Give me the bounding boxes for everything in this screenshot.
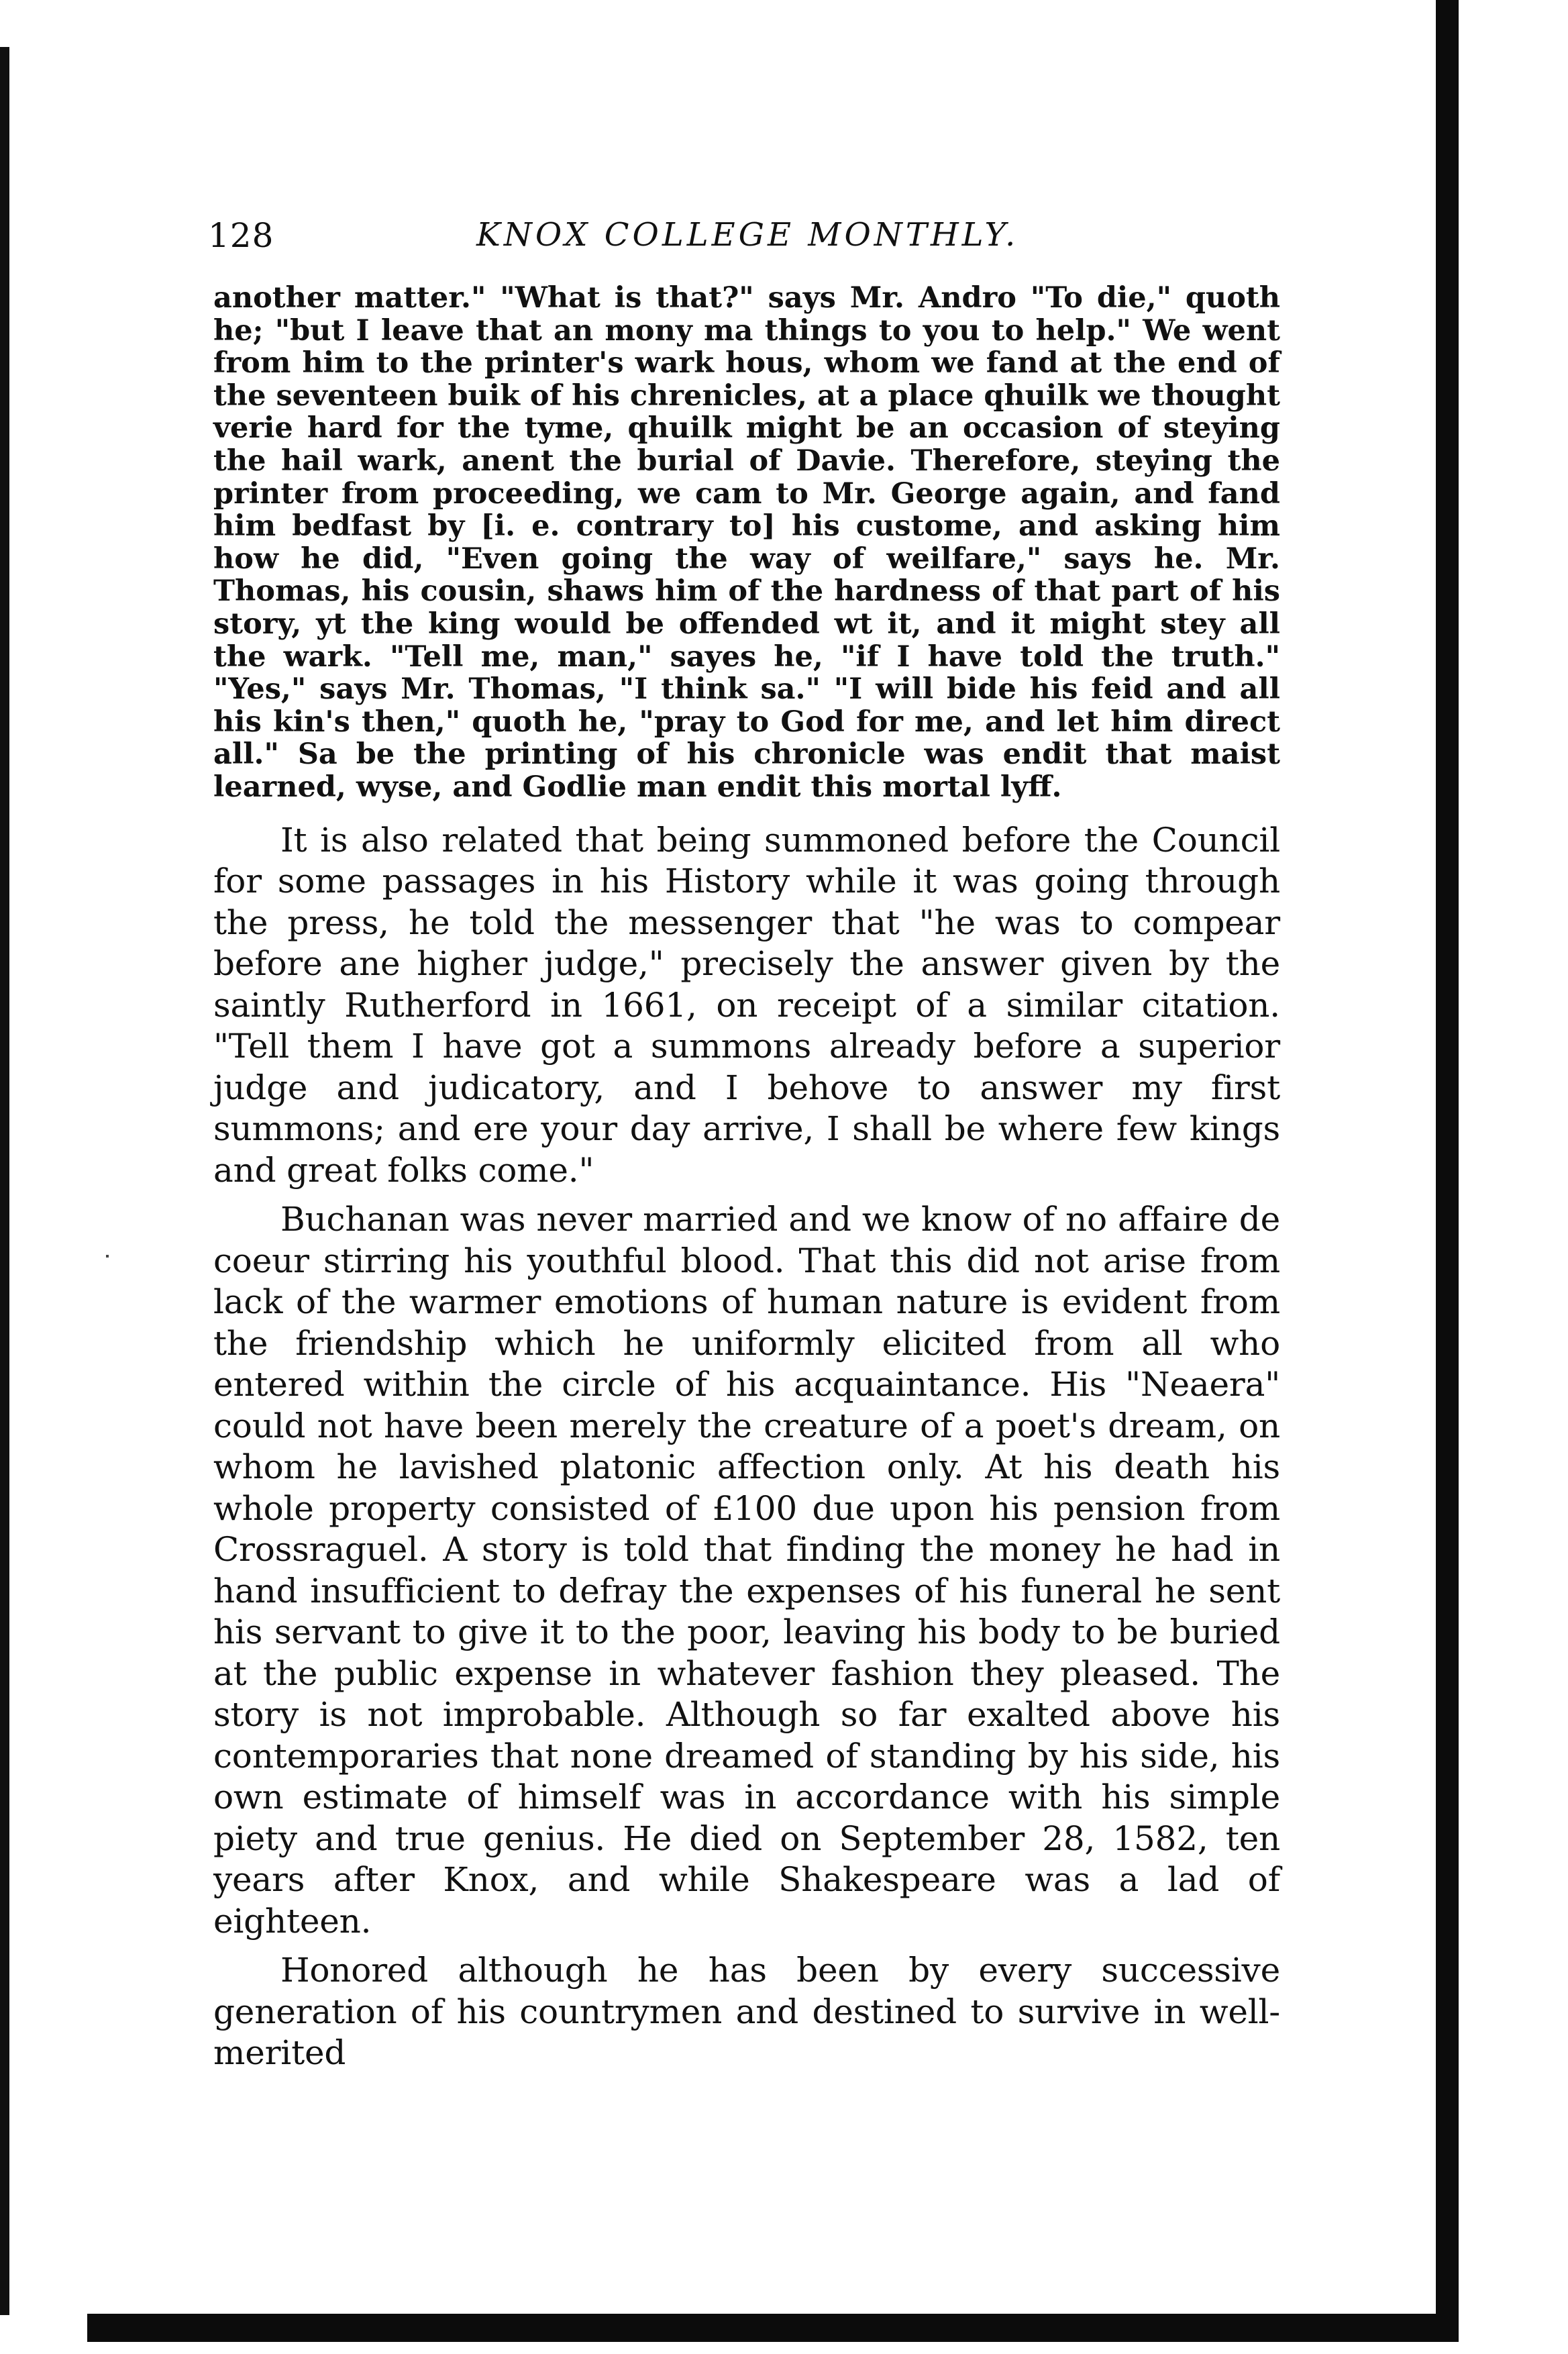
page-number: 128 xyxy=(208,216,274,255)
scan-edge-bottom xyxy=(87,2314,1459,2342)
paragraph-council: It is also related that being summoned before the Council for some passages in his History while it was going through the press, he told the messenger that "he was to compear before ane higher judge," precisely the answer given by the saintly Rutherford in 1661, on receipt of a similar citation. "Tell them I have got a summons already before a superior judge and judicatory, and I behove to answer my first summons; and ere your day arrive, I shall be where few kings and great folks come." xyxy=(213,820,1280,1190)
paragraph-honored: Honored although he has been by every successive generation of his countrymen and destined to survive in well-merited xyxy=(213,1951,1280,2072)
body-text xyxy=(213,820,1280,2074)
scan-edge-right xyxy=(1436,0,1459,2315)
quote-paragraph: another matter." "What is that?" says Mr. Andro "To die," quoth he; "but I leave that an mony ma things to you to help." We went from him to the printer's wark hous, whom we fand at the end of the seventeen buik of his chrenicles, at a place qhuilk we thought verie hard for the tyme, qhuilk might be an occasion of steying the hail wark, anent the burial of Davie. Therefore, steying the printer from proceeding, we cam to Mr. George again, and fand him bedfast by [i. e. contrary to] his custome, and asking him how he did, "Even going the way of weilfare," says he. Mr. Thomas, his cousin, shaws him of the hardness of that part of his story, yt the king would be offended wt it, and it might stey all the wark. "Tell me, man," sayes he, "if I have told the truth." "Yes," says Mr. Thomas, "I think sa." "I will bide his feid and all his kin's then," quoth he, "pray to God for me, and let him direct all." Sa be the printing of his chronicle was endit that maist learned, wyse, and Godlie man endit this mortal lyff. xyxy=(213,281,1280,804)
running-title: KNOX COLLEGE MONTHLY. xyxy=(476,216,1019,254)
page-body xyxy=(213,282,1280,2074)
quoted-passage xyxy=(213,282,1280,804)
page-header xyxy=(208,216,1282,256)
scan-edge-left xyxy=(0,47,9,2315)
paragraph-buchanan: Buchanan was never married and we know of no affaire de coeur stirring his youthful blood. That this did not arise from lack of the warmer emotions of human nature is evident from the friendship which he uniformly elicited from all who entered within the circle of his acquaintance. His "Neaera" could not have been merely the creature of a poet's dream, on whom he lavished platonic affection only. At his death his whole property consisted of £100 due upon his pension from Crossraguel. A story is told that finding the money he had in hand insufficient to defray the expenses of his funeral he sent his servant to give it to the poor, leaving his body to be buried at the public expense in whatever fashion they pleased. The story is not improbable. Although so far exalted above his contemporaries that none dreamed of standing by his side, his own estimate of himself was in accordance with his simple piety and true genius. He died on September 28, 1582, ten years after Knox, and while Shakespeare was a lad of eighteen. xyxy=(213,1200,1280,1941)
scan-speck xyxy=(106,1255,109,1258)
